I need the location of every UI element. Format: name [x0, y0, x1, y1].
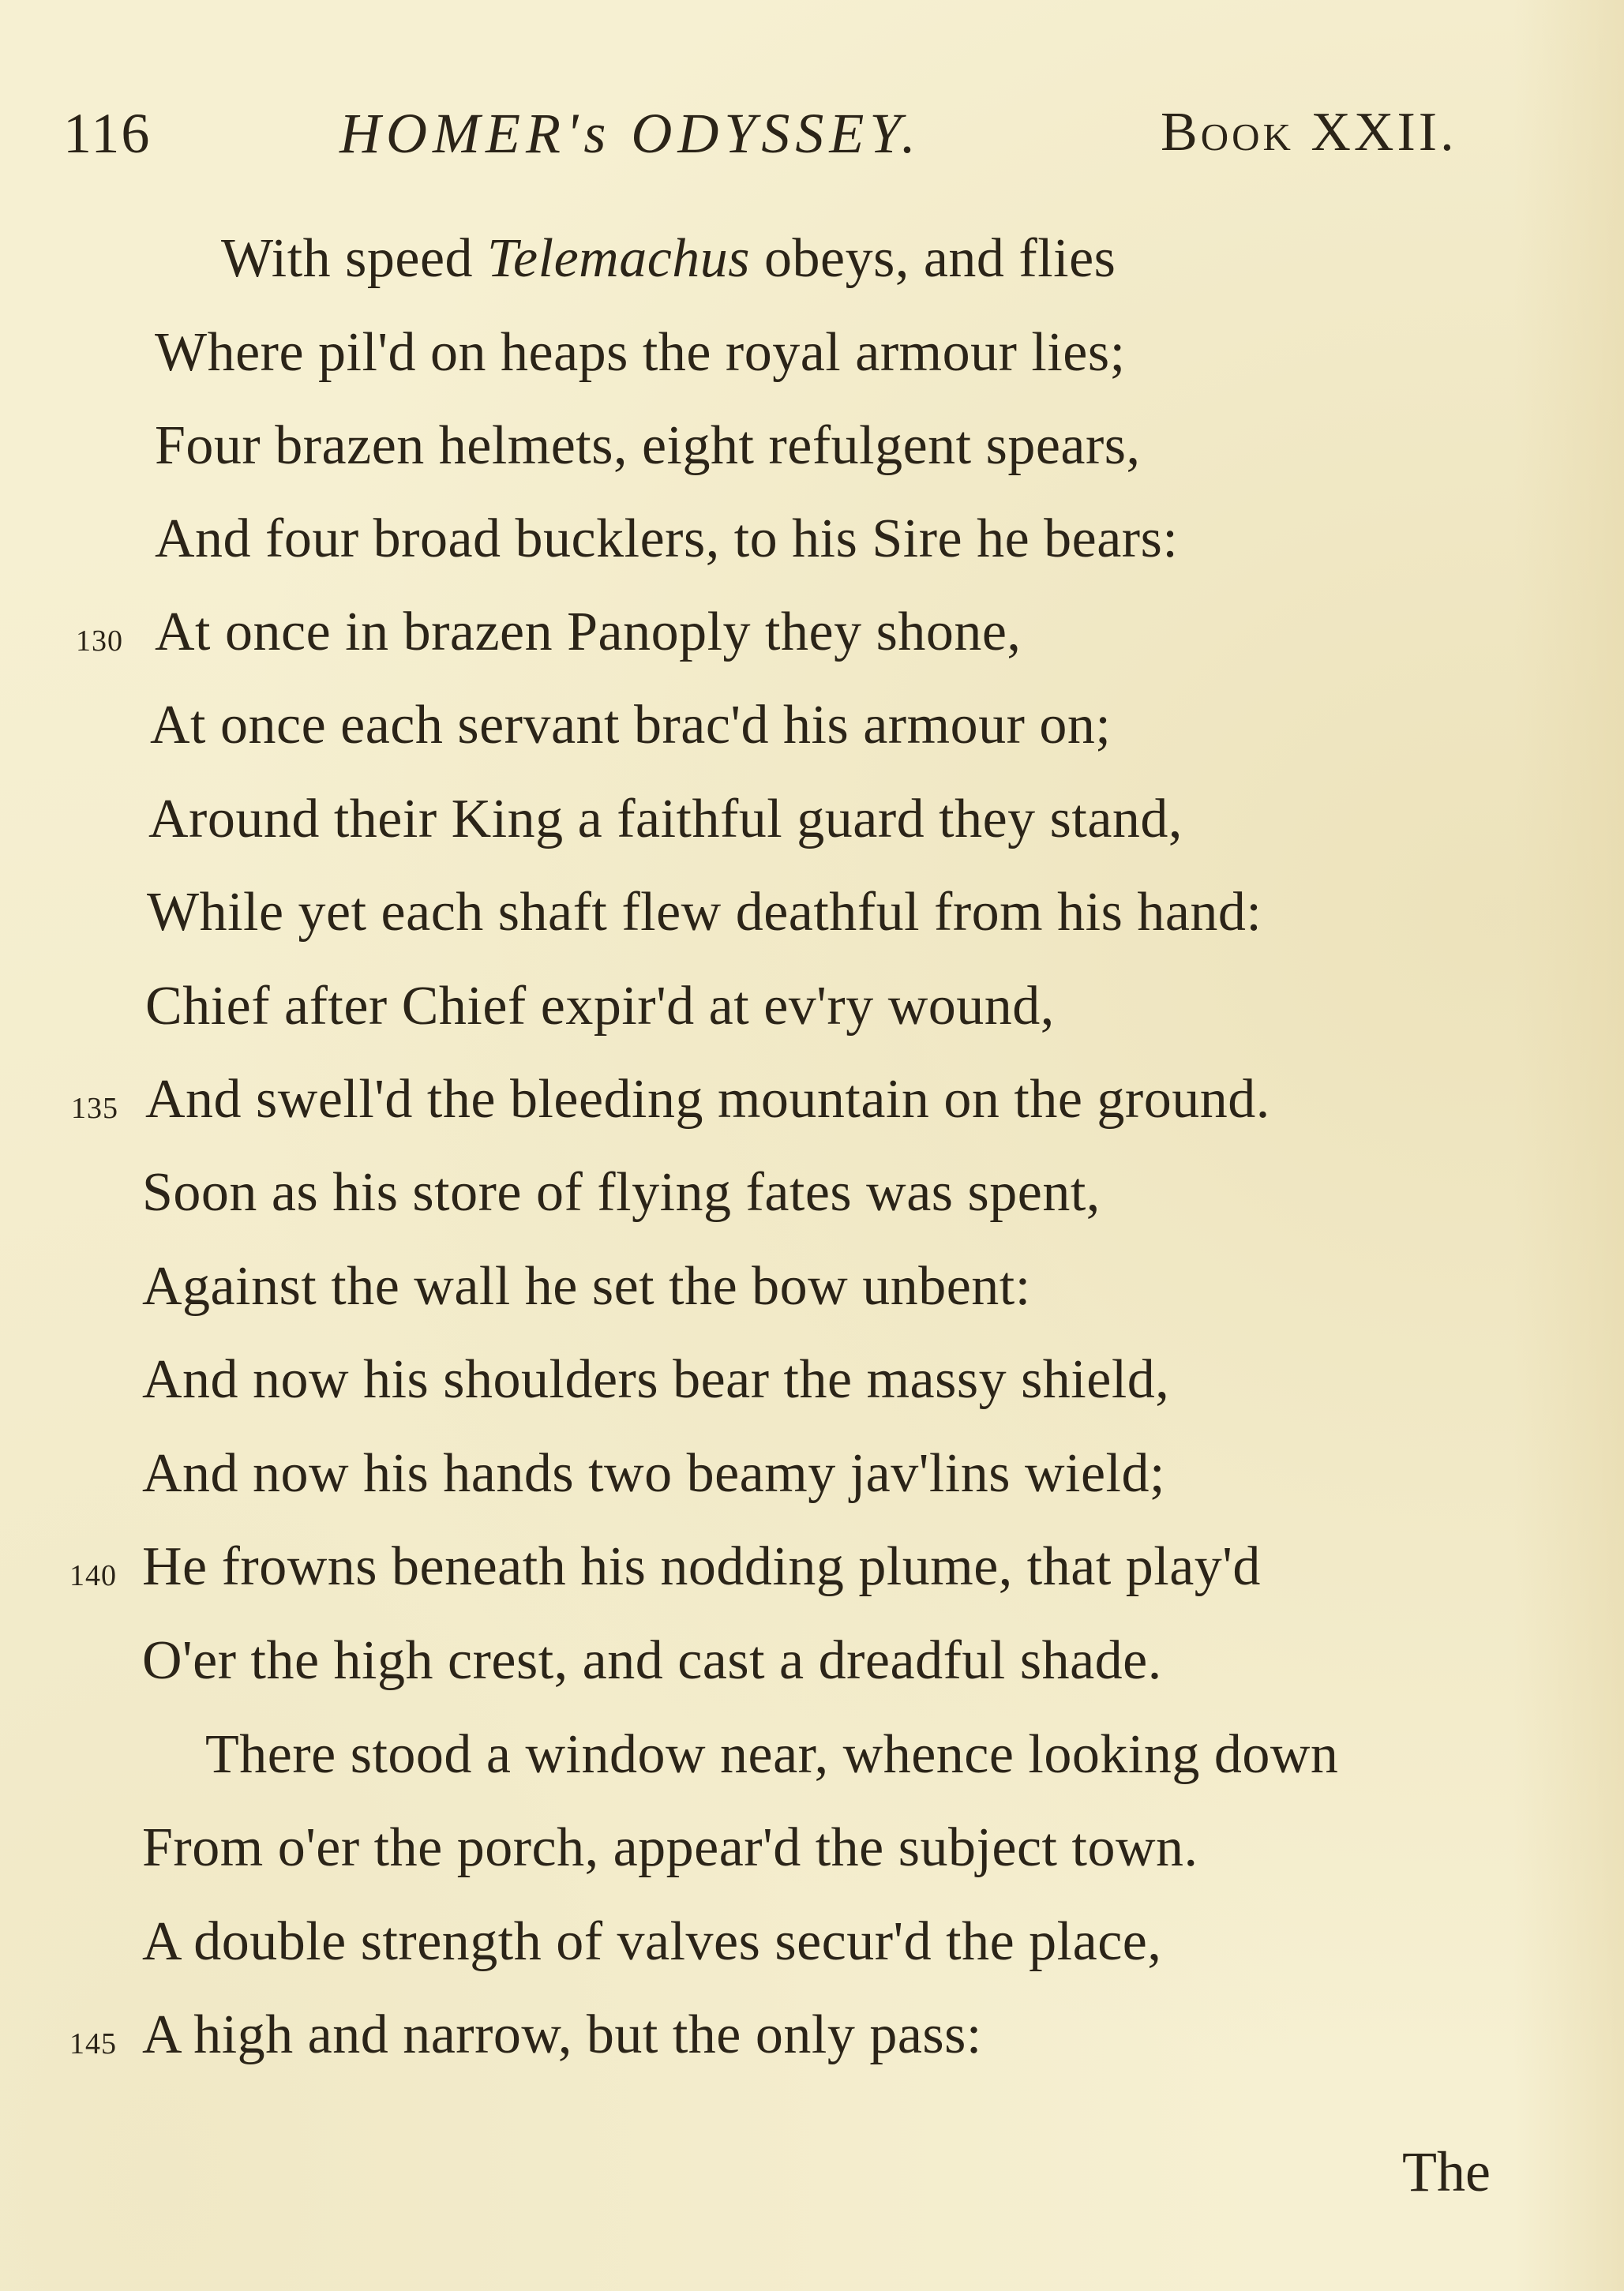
- verse-line: [221, 228, 1116, 289]
- catchword: The: [1402, 2140, 1491, 2203]
- verse-line: Where pil'd on heaps the royal armour lies;: [155, 322, 1126, 383]
- line-number: 130: [76, 624, 123, 658]
- verse-text-pre: With speed: [221, 228, 488, 289]
- verse-line: Chief after Chief expir'd at ev'ry wound,: [145, 976, 1055, 1037]
- verse-line: At once in brazen Panoply they shone,: [155, 602, 1022, 662]
- verse-line: A double strength of valves secur'd the place,: [142, 1911, 1162, 1972]
- line-number: 140: [69, 1559, 117, 1592]
- verse-line: There stood a window near, whence looking down: [205, 1724, 1339, 1785]
- verse-line: Against the wall he set the bow unbent:: [142, 1256, 1031, 1317]
- verse-italic-name: Telemachus: [487, 228, 751, 289]
- verse-line: And now his hands two beamy jav'lins wield;: [142, 1443, 1165, 1504]
- verse-line: Around their King a faithful guard they stand,: [148, 789, 1183, 849]
- verse-line: From o'er the porch, appear'd the subject town.: [142, 1817, 1198, 1878]
- verse-line: Four brazen helmets, eight refulgent spears,: [155, 415, 1141, 476]
- book-numeral: XXII.: [1311, 102, 1457, 163]
- verse-line: O'er the high crest, and cast a dreadful shade.: [142, 1630, 1162, 1691]
- verse-line: And four broad bucklers, to his Sire he bears:: [155, 508, 1179, 569]
- page-number: 116: [63, 102, 152, 165]
- verse-line: He frowns beneath his nodding plume, that play'd: [142, 1536, 1261, 1597]
- verse-line: Soon as his store of flying fates was spent,: [142, 1162, 1101, 1223]
- line-number: 135: [71, 1092, 118, 1125]
- verse-line: While yet each shaft flew deathful from his hand:: [147, 882, 1262, 943]
- verse-line: And swell'd the bleeding mountain on the ground.: [145, 1069, 1270, 1130]
- verse-line: At once each servant brac'd his armour on;: [150, 695, 1112, 756]
- verse-text-post: obeys, and flies: [750, 228, 1116, 289]
- running-title: HOMER's ODYSSEY.: [339, 102, 921, 165]
- book-word: Book: [1161, 102, 1294, 163]
- line-number: 145: [69, 2027, 117, 2060]
- verse-line: A high and narrow, but the only pass:: [142, 2004, 982, 2065]
- verse-line: And now his shoulders bear the massy shield,: [142, 1349, 1170, 1410]
